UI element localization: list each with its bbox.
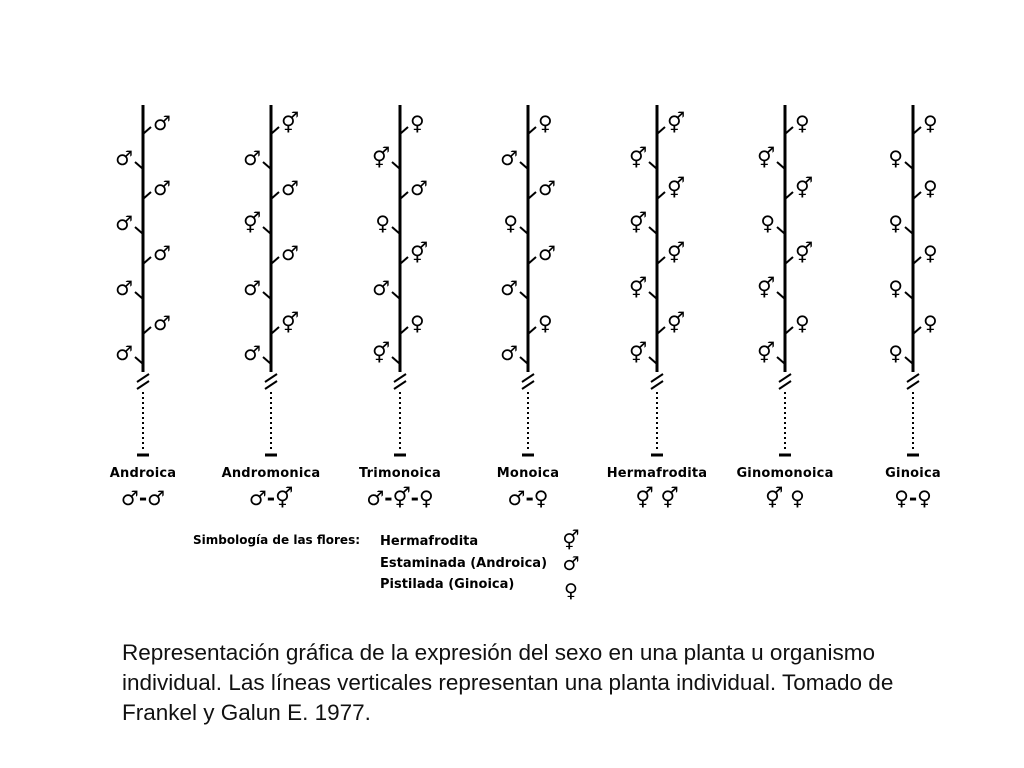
stem-break-mark [394,381,406,389]
staminate-flower-icon: ♂ [115,341,133,365]
staminate-flower-icon: ♂ [153,111,171,135]
stem-break-mark [522,374,534,382]
hermaphrodite-flower-icon: ⚥ [628,211,647,235]
staminate-flower-icon: ♂ [153,241,171,265]
legend-label-pistillate: Pistilada (Ginoica) [380,577,515,592]
pistillate-flower-icon: ♀ [410,311,425,335]
staminate-symbol-icon: ♂ [562,553,580,575]
pistillate-flower-icon: ♀ [888,341,903,365]
plant-label: Andromonica [221,466,321,481]
pistillate-flower-icon: ♀ [410,111,425,135]
plant-flower-formula: ♂-♀ [507,486,549,510]
staminate-flower-icon: ♂ [538,241,556,265]
stem-break-mark [779,374,791,382]
pistillate-flower-icon: ♀ [923,241,938,265]
hermaphrodite-flower-icon: ⚥ [667,176,686,200]
stem-break-mark [907,374,919,382]
plant-label: Ginoica [885,466,941,481]
plant-label: Trimonoica [359,466,441,481]
stem-break-mark [907,381,919,389]
hermaphrodite-flower-icon: ⚥ [628,146,647,170]
figure-caption: Representación gráfica de la expresión del sexo en una planta u organismo individual. Las líneas verticales representan una planta individual. Tomado de Frankel y Galun E. 1977. [122,640,894,725]
pistillate-flower-icon: ♀ [923,311,938,335]
hermaphrodite-flower-icon: ⚥ [756,276,775,300]
hermaphrodite-flower-icon: ⚥ [242,211,261,235]
pistillate-flower-icon: ♀ [923,176,938,200]
staminate-flower-icon: ♂ [153,176,171,200]
pistillate-flower-icon: ♀ [795,111,810,135]
hermaphrodite-flower-icon: ⚥ [667,111,686,135]
hermaphrodite-flower-icon: ⚥ [281,111,300,135]
stem-break-mark [137,381,149,389]
stem-break-mark [651,374,663,382]
hermaphrodite-flower-icon: ⚥ [371,146,390,170]
staminate-flower-icon: ♂ [500,276,518,300]
legend-label-staminate: Estaminada (Androica) [380,556,548,571]
hermaphrodite-flower-icon: ⚥ [371,341,390,365]
hermaphrodite-flower-icon: ⚥ [628,276,647,300]
pistillate-flower-icon: ♀ [923,111,938,135]
legend-title: Simbología de las flores: [193,533,361,547]
staminate-flower-icon: ♂ [153,311,171,335]
staminate-flower-icon: ♂ [500,146,518,170]
hermaphrodite-symbol-icon: ⚥ [562,530,580,552]
pistillate-flower-icon: ♀ [538,111,553,135]
staminate-flower-icon: ♂ [410,176,428,200]
stem-break-mark [265,374,277,382]
plant-label: Hermafrodita [606,466,708,481]
hermaphrodite-flower-icon: ⚥ [281,311,300,335]
hermaphrodite-flower-icon: ⚥ [628,341,647,365]
pistillate-flower-icon: ♀ [503,211,518,235]
pistillate-flower-icon: ♀ [888,146,903,170]
staminate-flower-icon: ♂ [372,276,390,300]
staminate-flower-icon: ♂ [115,211,133,235]
plant-flower-formula: ♂-♂ [120,486,166,510]
plant-flower-formula: ♀-♀ [894,486,932,510]
plant-flower-formula: ♂-⚥ [248,486,294,510]
legend-label-hermaphrodite: Hermafrodita [380,534,479,549]
hermaphrodite-flower-icon: ⚥ [795,241,814,265]
staminate-flower-icon: ♂ [243,341,261,365]
stem-break-mark [522,381,534,389]
stem-break-mark [265,381,277,389]
pistillate-flower-icon: ♀ [888,211,903,235]
pistillate-symbol-icon: ♀ [564,580,578,602]
staminate-flower-icon: ♂ [281,241,299,265]
staminate-flower-icon: ♂ [538,176,556,200]
staminate-flower-icon: ♂ [243,276,261,300]
stem-break-mark [394,374,406,382]
hermaphrodite-flower-icon: ⚥ [756,146,775,170]
plant-label: Ginomonoica [736,466,834,481]
plant-flower-formula: ⚥ ♀ [765,486,805,510]
plant-label: Monoica [496,466,560,481]
stem-break-mark [137,374,149,382]
staminate-flower-icon: ♂ [115,276,133,300]
hermaphrodite-flower-icon: ⚥ [410,241,429,265]
staminate-flower-icon: ♂ [115,146,133,170]
plant-flower-formula: ♂-⚥-♀ [366,486,434,510]
stem-break-mark [651,381,663,389]
plant-flower-formula: ⚥ ⚥ [635,486,679,510]
staminate-flower-icon: ♂ [281,176,299,200]
pistillate-flower-icon: ♀ [538,311,553,335]
stem-break-mark [779,381,791,389]
pistillate-flower-icon: ♀ [375,211,390,235]
pistillate-flower-icon: ♀ [795,311,810,335]
hermaphrodite-flower-icon: ⚥ [795,176,814,200]
pistillate-flower-icon: ♀ [888,276,903,300]
hermaphrodite-flower-icon: ⚥ [667,311,686,335]
plant-label: Androica [109,466,177,481]
staminate-flower-icon: ♂ [500,341,518,365]
hermaphrodite-flower-icon: ⚥ [667,241,686,265]
hermaphrodite-flower-icon: ⚥ [756,341,775,365]
staminate-flower-icon: ♂ [243,146,261,170]
pistillate-flower-icon: ♀ [760,211,775,235]
